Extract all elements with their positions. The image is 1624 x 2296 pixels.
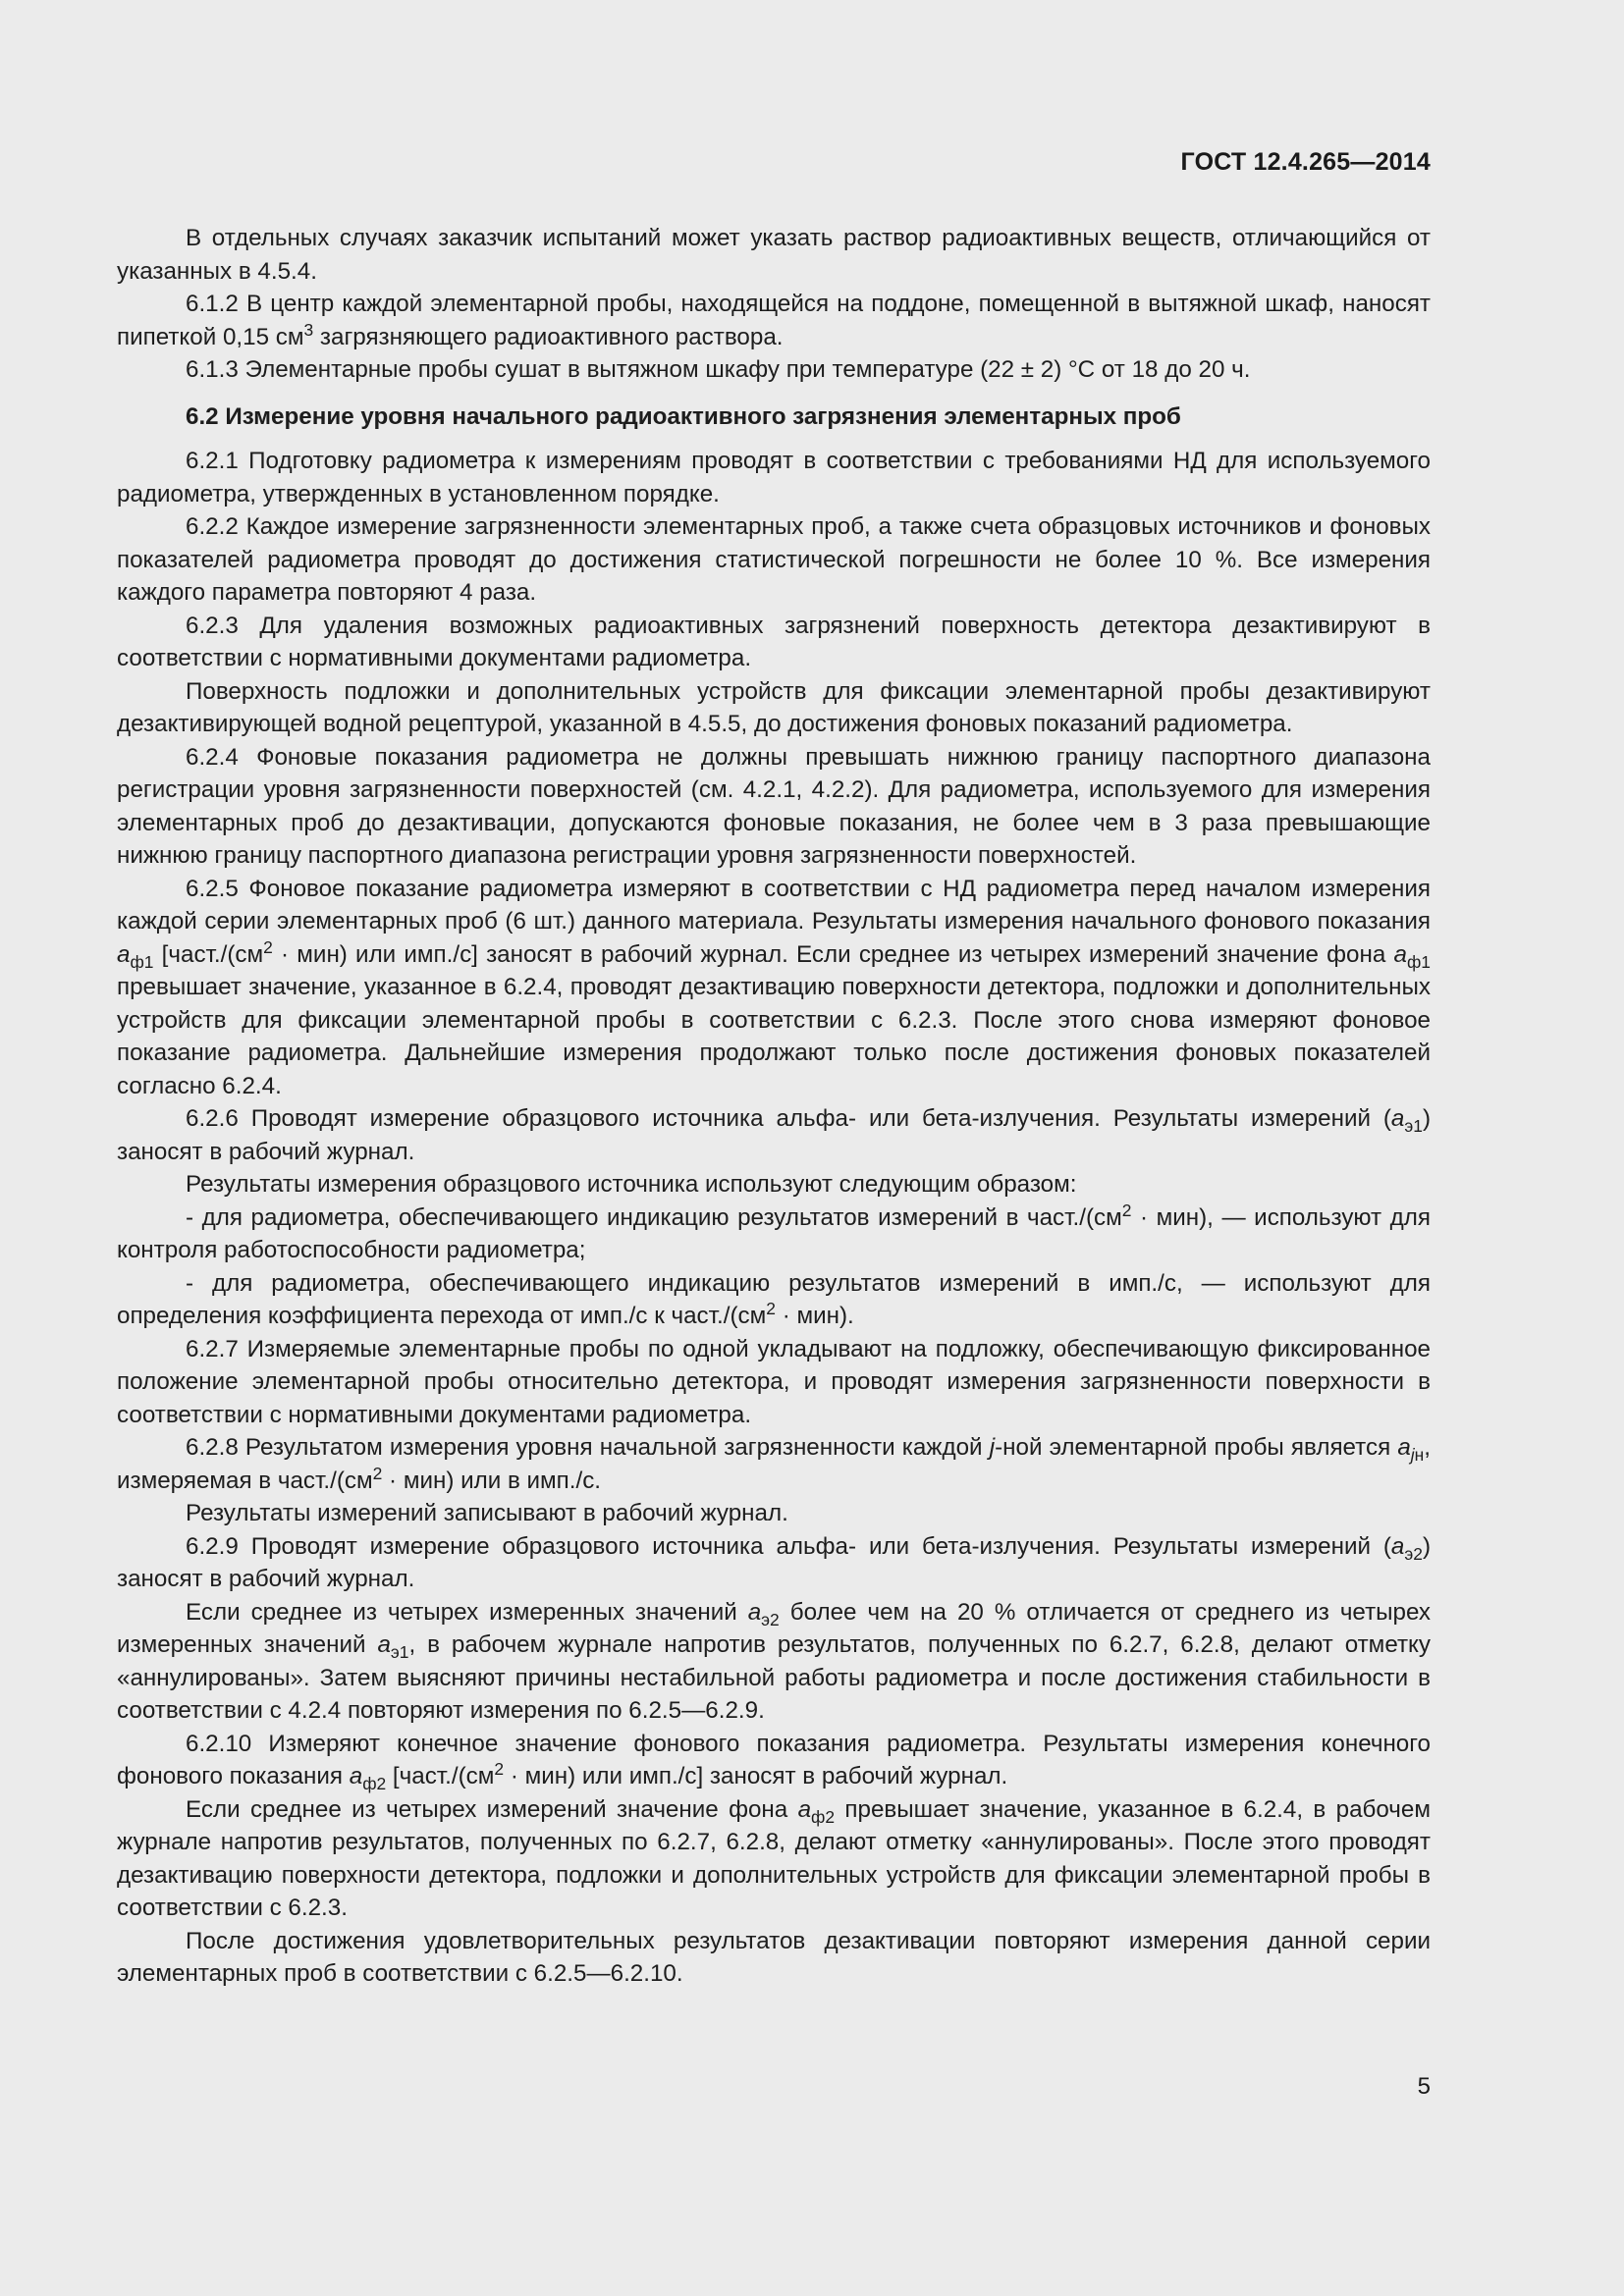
- page-number: 5: [1417, 2073, 1431, 2100]
- list-item-pulses-indication: - для радиометра, обеспечивающего индикацию результатов измерений в имп./с, — используют для определения коэффициента перехода от имп./с к $част./(см^2 \cdot мин)$.: [117, 1269, 1431, 1329]
- paragraph-6-2-1: 6.2.1 Подготовку радиометра к измерениям проводят в соответствии с требованиями НД для используемого радиометра, утвержденных в установленном порядке.: [117, 448, 1431, 507]
- paragraph-repeat-measurements: После достижения удовлетворительных результатов дезактивации повторяют измерения данной серии элементарных проб в соответствии с 6.2.5—6.2.10.: [117, 1927, 1431, 1987]
- paragraph-6-2-4: 6.2.4 Фоновые показания радиометра не должны превышать нижнюю границу паспортного диапазона регистрации уровня загрязненности поверхностей (см. 4.2.1, 4.2.2). Для радиометра, используемого для измерения элементарных проб до дезактивации, допускаются фоновые показания, не более чем в 3 раза превышающие нижнюю границу паспортного диапазона регистрации уровня загрязненности поверхностей.: [117, 743, 1431, 869]
- paragraph-source-usage: Результаты измерения образцового источника используют следующим образом:: [186, 1171, 1077, 1198]
- paragraph-6-2-3-surface: Поверхность подложки и дополнительных устройств для фиксации элементарной пробы дезактивируют дезактивирующей водной рецептурой, указанной в 4.5.5, до достижения фоновых показаний радиометра.: [117, 677, 1431, 737]
- paragraph-source-deviation: Если среднее из четырех измеренных значений $а_{э2}$ более чем на 20 % отличается от среднего из четырех измеренных значений $а_{э1}$, в рабочем журнале напротив результатов, полученных по 6.2.7, 6.2.8, делают отметку «аннулированы». Затем выясняют причины нестабильной работы радиометра и после достижения стабильности в соответствии с 4.2.4 повторяют измерения по 6.2.5—6.2.9.: [117, 1598, 1432, 1724]
- paragraph-record-results: Результаты измерений записывают в рабочий журнал.: [186, 1500, 788, 1526]
- list-item-counts-indication: - для радиометра, обеспечивающего индикацию результатов измерений в $част./(см^2 \cdot мин)$, — используют для контроля работоспособности радиометра;: [117, 1200, 1431, 1263]
- document-body: [117, 222, 1431, 1991]
- paragraph-6-2-6: 6.2.6 Проводят измерение образцового источника альфа- или бета-излучения. Результаты измерений $(а_{э1})$ заносят в рабочий журнал.: [117, 1105, 1431, 1165]
- paragraph-6-2-2: 6.2.2 Каждое измерение загрязненности элементарных проб, а также счета образцовых источников и фоновых показателей радиометра проводят до достижения статистической погрешности не более 10 %. Все измерения каждого параметра повторяют 4 раза.: [117, 513, 1431, 606]
- paragraph-6-2-7: 6.2.7 Измеряемые элементарные пробы по одной укладывают на подложку, обеспечивающую фиксированное положение элементарной пробы относительно детектора, и проводят измерения загрязненности поверхности в соответствии с нормативными документами радиометра.: [117, 1335, 1431, 1428]
- paragraph-6-1-2: 6.1.2 В центр каждой элементарной пробы, находящейся на поддоне, помещенной в вытяжной шкаф, наносят пипеткой 0,15 $см^3$ загрязняющего радиоактивного раствора.: [117, 291, 1431, 350]
- paragraph-solution-note: В отдельных случаях заказчик испытаний может указать раствор радиоактивных веществ, отличающийся от указанных в 4.5.4.: [117, 225, 1431, 285]
- paragraph-6-2-9: 6.2.9 Проводят измерение образцового источника альфа- или бета-излучения. Результаты измерений $(а_{э2})$ заносят в рабочий журнал.: [117, 1532, 1431, 1592]
- paragraph-6-2-10: 6.2.10 Измеряют конечное значение фонового показания радиометра. Результаты измерения конечного фонового показания $а_{ф2}$ [$част./(см^2 \cdot мин)$ или имп./с] заносят в рабочий журнал.: [117, 1730, 1431, 1793]
- paragraph-6-2-5: 6.2.5 Фоновое показание радиометра измеряют в соответствии с НД радиометра перед началом измерения каждой серии элементарных проб (6 шт.) данного материала. Результаты измерения начального фонового показания $а_{ф1}$ [$част./(см^2 \cdot мин)$ или имп./с] заносят в рабочий журнал. Если среднее из четырех измерений значение фона $а_{ф1}$ превышает значение, указанное в 6.2.4, проводят дезактивацию поверхности детектора, подложки и дополнительных устройств для фиксации элементарной пробы в соответствии с 6.2.3. После этого снова измеряют фоновое показание радиометра. Дальнейшие измерения продолжают только после достижения фоновых показателей согласно 6.2.4.: [117, 875, 1431, 1099]
- standard-code-header: ГОСТ 12.4.265—2014: [1180, 148, 1431, 176]
- paragraph-6-2-8: 6.2.8 Результатом измерения уровня начальной загрязненности каждой j-ной элементарной пробы является $а_{jн}$, измеряемая в $част./(см^2 \cdot мин)$ или в имп./с.: [117, 1434, 1432, 1494]
- paragraph-6-1-3: 6.1.3 Элементарные пробы сушат в вытяжном шкафу при температуре (22 ± 2) °С от 18 до 20 ч.: [186, 356, 1251, 383]
- section-heading-6-2: 6.2 Измерение уровня начального радиоактивного загрязнения элементарных проб: [186, 402, 1181, 430]
- paragraph-background-exceeded: Если среднее из четырех измерений значение фона $а_{ф2}$ превышает значение, указанное в 6.2.4, в рабочем журнале напротив результатов, полученных по 6.2.7, 6.2.8, делают отметку «аннулированы». После этого проводят дезактивацию поверхности детектора, подложки и дополнительных устройств для фиксации элементарной пробы в соответствии с 6.2.3.: [117, 1795, 1431, 1921]
- paragraph-6-2-3: 6.2.3 Для удаления возможных радиоактивных загрязнений поверхность детектора дезактивируют в соответствии с нормативными документами радиометра.: [117, 612, 1431, 671]
